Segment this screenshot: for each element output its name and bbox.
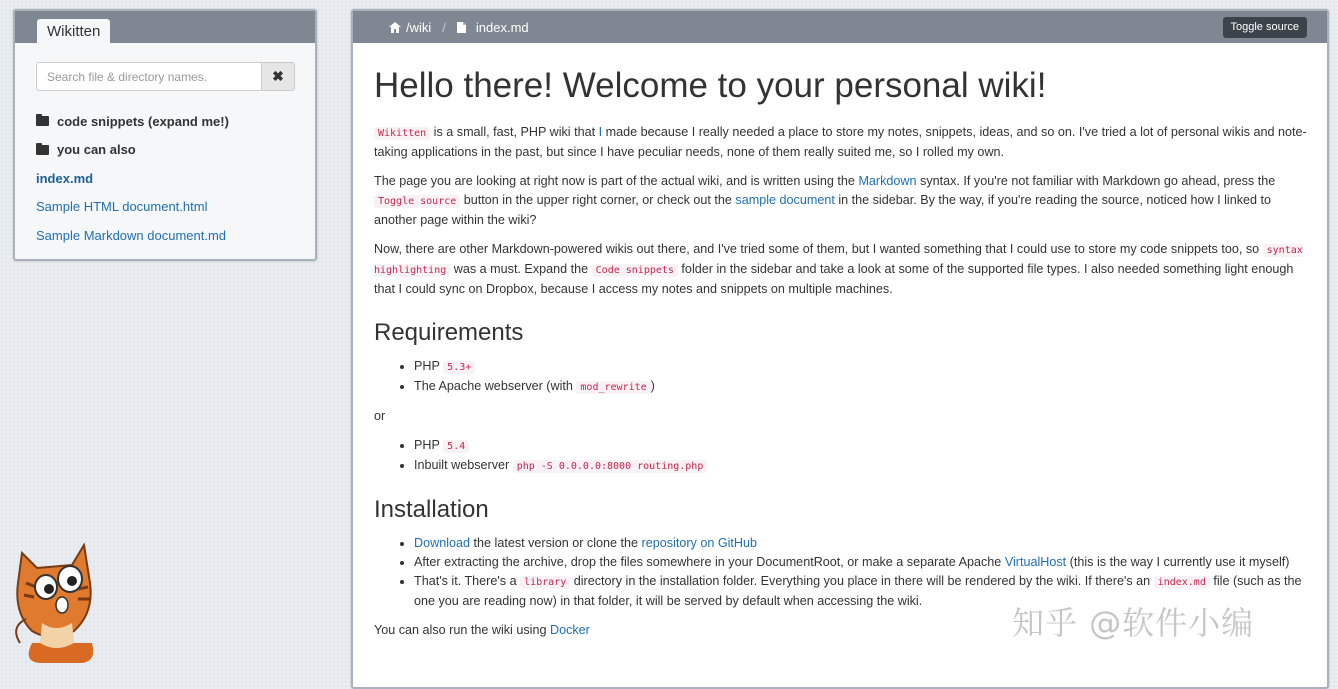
requirements-list-2 xyxy=(374,436,1309,476)
link-docker[interactable]: Docker xyxy=(549,623,590,637)
cat-mascot-logo xyxy=(12,543,102,665)
tree-item-label: Sample HTML document.html xyxy=(36,199,208,215)
tree-file-index[interactable] xyxy=(36,164,229,193)
list-item xyxy=(414,456,1309,476)
toggle-source-button[interactable]: Toggle source xyxy=(1223,17,1308,38)
inline-code: syntax highlighting xyxy=(374,245,1303,276)
tree-item-label: code snippets (expand me!) xyxy=(57,113,229,129)
inline-code: 5.4 xyxy=(443,440,469,453)
paragraph-or: or xyxy=(374,409,386,423)
watermark: 知乎 @软件小编 xyxy=(1012,604,1255,642)
clear-search-button[interactable] xyxy=(261,62,295,91)
tree-folder-you-can-also[interactable] xyxy=(36,136,229,165)
link-sample-document[interactable]: sample document xyxy=(735,193,835,207)
text: ) xyxy=(650,379,655,393)
text: The Apache webserver (with xyxy=(414,379,577,393)
link-github-repository[interactable]: repository on GitHub xyxy=(641,536,758,550)
list-item xyxy=(414,377,1309,397)
breadcrumb-file: index.md xyxy=(475,19,529,35)
heading-requirements: Requirements xyxy=(374,319,524,346)
text: PHP xyxy=(414,359,444,373)
text: After extracting the archive, drop the files somewhere in your DocumentRoot, or make a separate Apache xyxy=(414,555,1005,569)
text: directory in the installation folder. Everything you place in there will be rendered by the wiki. If there's an xyxy=(570,574,1154,588)
tree-item-label: index.md xyxy=(36,170,94,186)
breadcrumb-root[interactable]: /wiki xyxy=(406,19,432,35)
inline-code: library xyxy=(520,576,570,589)
list-item xyxy=(414,553,1309,572)
link-i[interactable]: I xyxy=(598,125,603,139)
sidebar xyxy=(13,9,317,261)
text: syntax. If you're not familiar with Markdown go ahead, press the xyxy=(916,174,1276,188)
search-input[interactable] xyxy=(36,62,261,91)
text: Now, there are other Markdown-powered wikis out there, and I've tried some of them, but I wanted something that I could use to store my code snippets too, so xyxy=(374,242,1263,256)
requirements-list-1 xyxy=(374,357,1309,397)
sidebar-header xyxy=(15,11,315,43)
home-icon[interactable] xyxy=(389,22,401,33)
wiki-content xyxy=(374,55,1309,650)
inline-code: mod_rewrite xyxy=(576,381,650,394)
link-download[interactable]: Download xyxy=(414,536,471,550)
text: in the sidebar. By the way, if you're reading the source, noticed how I linked to another page within the wiki? xyxy=(374,193,1272,227)
text: folder in the sidebar and take a look at some of the supported file types. I also needed something light enough that I could sync on Dropbox, because I access my notes and snippets on multiple machines. xyxy=(374,262,1294,296)
breadcrumb xyxy=(389,11,529,43)
text: That's it. There's a xyxy=(414,574,521,588)
tree-file-sample-markdown[interactable] xyxy=(36,221,229,250)
inline-code: Code snippets xyxy=(592,264,678,277)
heading-installation: Installation xyxy=(374,496,489,523)
text: You can also run the wiki using xyxy=(374,623,550,637)
paragraph-markdown xyxy=(374,172,1309,230)
text: made because I really needed a place to store my notes, snippets, ideas, and so on. I've tried a lot of personal wikis and note-taking applications in the past, but since I have peculiar needs, none of them really suited me, so I rolled my own. xyxy=(374,125,1307,159)
main-header xyxy=(353,11,1327,43)
tree-file-sample-html[interactable] xyxy=(36,193,229,222)
search-bar xyxy=(36,62,295,91)
inline-code: php -S 0.0.0.0:8000 routing.php xyxy=(513,460,708,473)
text: PHP xyxy=(414,438,444,452)
tree-item-label: you can also xyxy=(57,142,136,158)
folder-icon xyxy=(36,116,49,126)
paragraph-snippets xyxy=(374,240,1309,299)
inline-code: Toggle source xyxy=(374,195,460,208)
link-virtualhost[interactable]: VirtualHost xyxy=(1004,555,1067,569)
inline-code: index.md xyxy=(1154,576,1210,589)
page-title: Hello there! Welcome to your personal wiki! xyxy=(374,66,1047,105)
sidebar-tab-wikitten[interactable]: Wikitten xyxy=(37,19,110,43)
list-item xyxy=(414,534,1309,553)
text: the latest version or clone the xyxy=(470,536,642,550)
text: The page you are looking at right now is part of the actual wiki, and is written using the xyxy=(374,174,859,188)
inline-code: 5.3+ xyxy=(443,361,475,374)
folder-icon xyxy=(36,145,49,155)
list-item xyxy=(414,357,1309,377)
text: (this is the way I currently use it myself) xyxy=(1066,555,1290,569)
breadcrumb-separator: / xyxy=(442,19,446,35)
link-markdown[interactable]: Markdown xyxy=(858,174,917,188)
list-item xyxy=(414,436,1309,456)
text: Inbuilt webserver xyxy=(414,458,513,472)
tree-folder-code-snippets[interactable] xyxy=(36,107,229,136)
file-tree xyxy=(36,107,229,250)
text: is a small, fast, PHP wiki that xyxy=(430,125,599,139)
paragraph-intro xyxy=(374,123,1309,162)
text: file (such as the one you are reading now) in that folder, it will be served by default when accessing the wiki. xyxy=(414,574,1302,608)
tree-item-label: Sample Markdown document.md xyxy=(36,227,227,243)
text: button in the upper right corner, or check out the xyxy=(460,193,736,207)
file-icon xyxy=(457,22,466,33)
inline-code: Wikitten xyxy=(374,127,430,140)
main-panel xyxy=(351,9,1329,689)
text: was a must. Expand the xyxy=(450,262,592,276)
close-icon: ✖ xyxy=(272,68,284,84)
